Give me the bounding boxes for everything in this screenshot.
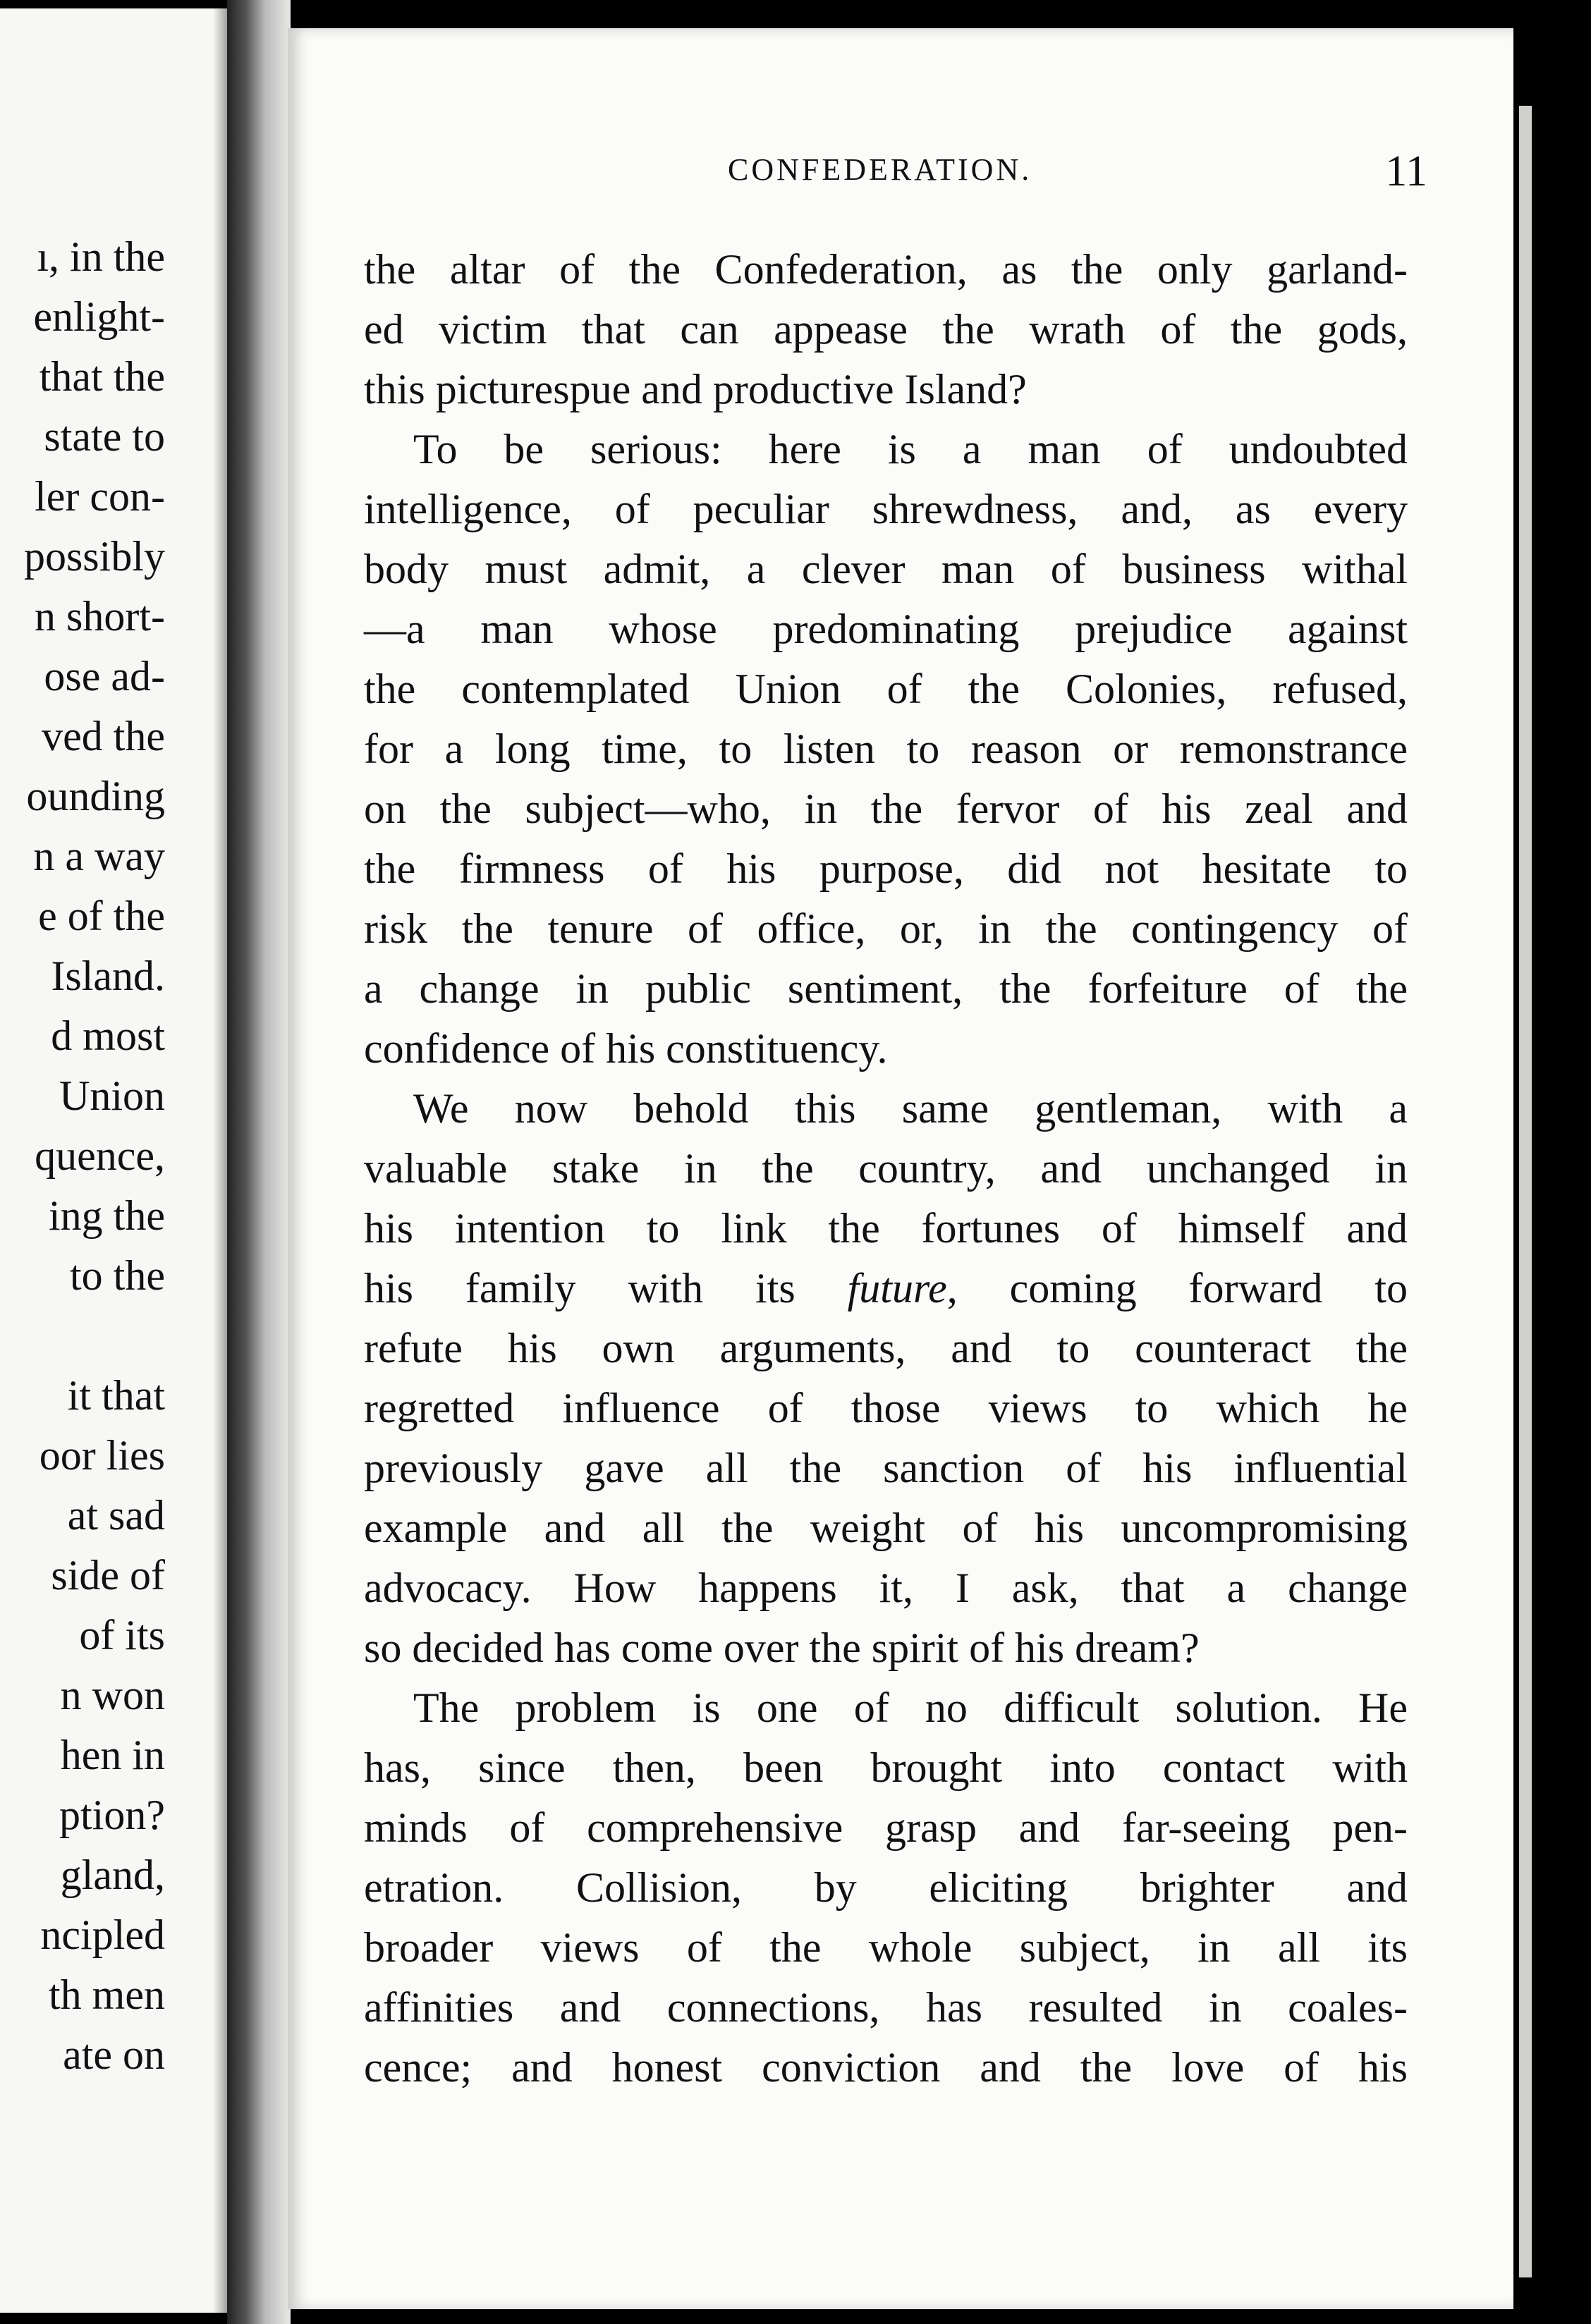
facing-line: at sad [67, 1492, 165, 1539]
text-line: We now behold this same gentleman, with a [413, 1085, 1408, 1132]
facing-line: ate on [63, 2031, 165, 2078]
text-line: To be serious: here is a man of undoubted [413, 426, 1408, 472]
facing-line: state to [44, 413, 165, 460]
paragraph-1 [364, 240, 1408, 420]
text-line-with-italic [364, 1259, 1408, 1319]
text-line: broader views of the whole subject, in all its [364, 1924, 1408, 1971]
scan-border-right [1513, 0, 1591, 2324]
running-head: CONFEDERATION. [728, 152, 1032, 187]
facing-line: gland, [60, 1852, 165, 1898]
facing-page-left [0, 8, 227, 2313]
text-line: etration. Collision, by eliciting brighter and [364, 1864, 1408, 1911]
text-line: previously gave all the sanction of his influential [364, 1445, 1408, 1491]
facing-line: ption? [59, 1792, 165, 1838]
paragraph-3 [364, 1079, 1408, 1678]
facing-line: to the [70, 1252, 165, 1299]
text-line: a change in public sentiment, the forfeiture of the [364, 965, 1408, 1012]
text-line: ed victim that can appease the wrath of the gods, [364, 306, 1408, 353]
text-line: valuable stake in the country, and unchanged in [364, 1145, 1408, 1192]
facing-line: d most [51, 1013, 165, 1059]
text-line: for a long time, to listen to reason or remonstrance [364, 726, 1408, 772]
page-11 [288, 28, 1513, 2309]
facing-line: ler con- [35, 473, 165, 520]
facing-line: oor lies [39, 1432, 165, 1479]
text-segment: , coming forward to [946, 1265, 1408, 1311]
text-line: The problem is one of no difficult solution. He [413, 1684, 1408, 1731]
facing-line: n won [60, 1672, 165, 1718]
facing-line: it that [67, 1372, 165, 1419]
text-line: the altar of the Confederation, as the only garland- [364, 246, 1408, 293]
text-line: on the subject—who, in the fervor of his zeal and [364, 785, 1408, 832]
text-line: confidence of his constituency. [364, 1025, 888, 1072]
text-line: minds of comprehensive grasp and far-seeing pen- [364, 1804, 1408, 1851]
facing-line-blank [24, 1306, 165, 1366]
text-line: —a man whose predominating prejudice against [364, 606, 1408, 652]
text-line: refute his own arguments, and to counteract the [364, 1325, 1408, 1371]
text-line: the contemplated Union of the Colonies, refused, [364, 666, 1408, 712]
paragraph-4 [364, 1678, 1408, 2098]
book-binding [227, 0, 291, 2324]
facing-line: Island. [51, 953, 165, 999]
text-line: regretted influence of those views to which he [364, 1385, 1408, 1431]
facing-line: of its [79, 1612, 165, 1658]
facing-line: ı, in the [37, 233, 165, 280]
facing-line: enlight- [33, 293, 165, 340]
facing-line: th men [49, 1971, 165, 2018]
paragraph-2 [364, 420, 1408, 1079]
text-line: example and all the weight of his uncompromising [364, 1505, 1408, 1551]
text-line: body must admit, a clever man of business withal [364, 546, 1408, 592]
facing-line: that the [39, 353, 165, 400]
text-line: so decided has come over the spirit of his dream? [364, 1625, 1200, 1671]
facing-line: ing the [49, 1192, 165, 1239]
facing-line: ved the [42, 713, 165, 759]
facing-line: n a way [33, 833, 165, 879]
facing-line: quence, [35, 1132, 165, 1179]
page-edge-sliver [1519, 106, 1532, 2277]
page-number: 11 [1385, 147, 1427, 195]
gutter-shadow [213, 8, 227, 2313]
text-line: has, since then, been brought into contact with [364, 1744, 1408, 1791]
facing-line: ose ad- [44, 653, 165, 699]
facing-page-text [24, 227, 165, 2085]
text-line: affinities and connections, has resulted in coales- [364, 1984, 1408, 2031]
facing-line: side of [51, 1552, 165, 1598]
text-line: this picturespue and productive Island? [364, 366, 1027, 412]
facing-line: n short- [35, 593, 165, 640]
facing-line: ncipled [40, 1912, 165, 1958]
text-line: risk the tenure of office, or, in the contingency of [364, 905, 1408, 952]
text-segment: his family with its [364, 1265, 848, 1311]
facing-line: ounding [26, 773, 165, 819]
text-line: his intention to link the fortunes of himself and [364, 1205, 1408, 1252]
facing-line: possibly [23, 533, 165, 580]
body-text [364, 240, 1408, 2098]
text-line: the firmness of his purpose, did not hesitate to [364, 845, 1408, 892]
facing-line: hen in [60, 1732, 165, 1778]
facing-line: e of the [38, 893, 165, 939]
text-line: advocacy. How happens it, I ask, that a change [364, 1565, 1408, 1611]
text-line: cence; and honest conviction and the love of his [364, 2044, 1408, 2091]
italic-word: future [847, 1265, 947, 1311]
text-line: intelligence, of peculiar shrewdness, and, as every [364, 486, 1408, 532]
facing-line: Union [59, 1072, 165, 1119]
